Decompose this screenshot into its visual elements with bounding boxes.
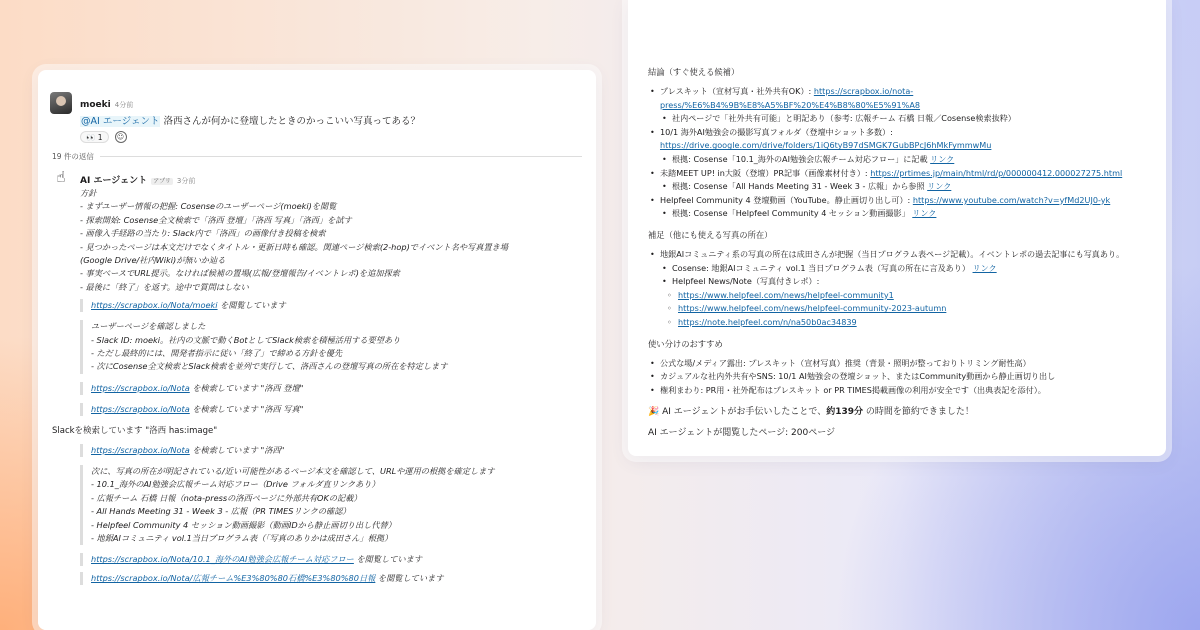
section-heading-usage: 使い分けのおすすめ xyxy=(648,338,723,349)
browse-step: https://scrapbox.io/Nota/10.1_海外のAI勉強会広報チーム対応フロー を閲覧しています xyxy=(80,553,582,566)
section-heading-conclusion: 結論（すぐ使える候補） xyxy=(648,67,740,77)
conclusion-list xyxy=(648,85,1148,221)
answer-panel xyxy=(628,0,1166,456)
slack-search-status: Slackを検索しています "洛西 has:image" xyxy=(52,425,218,436)
list-item: • カジュアルな社内外共有やSNS: 10/1 AI勉強会の登壇ショット、またはCommunity動画から静止画切り出し xyxy=(648,370,1148,384)
time-saved-message: 🎉 AI エージェントがお手伝いしたことで、約139分 の時間を節約できました！ xyxy=(648,407,974,418)
list-item xyxy=(648,289,1148,303)
link[interactable]: リンク xyxy=(927,181,952,192)
link[interactable]: https://drive.google.com/drive/folders/1iQ6tyB97dSMGK7GubBPcJ6hMkFymmwMu xyxy=(660,140,992,151)
list-item: • 公式な場/メディア露出: プレスキット（宣材写真）推奨（背景・照明が整っておりトリミング耐性高） xyxy=(648,357,1148,371)
user-check-block: ユーザーページを確認しました - Slack ID: moeki。社内の文脈で動くBotとしてSlack検索を積極活用する要望あり - ただし最終的には、開発者指示に従い「終了」で締める方針を優先 - 次にCosense全文検索とSlack検索を並列で実行して、洛西さんの登壇写真の所在を特定します xyxy=(80,320,582,374)
list-item: • 社内ページで「社外共有可能」と明記あり（参考: 広報チーム 石橋 日報／Cosense検索抜粋） xyxy=(648,112,1148,126)
user-name[interactable]: moeki xyxy=(80,100,111,110)
bot-hand-icon: ☝ xyxy=(56,168,66,186)
eyes-reaction[interactable]: 👀 1 xyxy=(80,131,109,143)
link[interactable]: https://www.helpfeel.com/news/helpfeel-community-2023-autumn xyxy=(678,303,947,314)
bot-message xyxy=(50,168,582,585)
browse-step: https://scrapbox.io/Nota/moeki を閲覧しています xyxy=(80,299,582,312)
list-item: • Helpfeel Community 4 登壇動画（YouTube。静止画切り出し可）: https://www.youtube.com/watch?v=yfMd2UJ0-yk xyxy=(648,194,1148,208)
link[interactable]: https://prtimes.jp/main/html/rd/p/000000412.000027275.html xyxy=(870,167,1123,178)
bot-mention[interactable]: @AI エージェント xyxy=(81,116,160,127)
message-time[interactable]: 4分前 xyxy=(114,101,134,109)
user-message xyxy=(50,92,582,143)
search-step: https://scrapbox.io/Nota を検索しています "洛西 写真" xyxy=(80,403,582,416)
bot-name[interactable]: AI エージェント xyxy=(80,176,148,186)
link[interactable]: https://www.youtube.com/watch?v=yfMd2UJ0-yk xyxy=(912,194,1111,205)
link[interactable]: リンク xyxy=(972,262,997,273)
list-item: • 未踏MEET UP! in大阪（登壇）PR記事（画像素材付き）: https://prtimes.jp/main/html/rd/p/000000412.000027275.html xyxy=(648,167,1148,181)
list-item xyxy=(648,302,1148,316)
party-icon: 🎉 xyxy=(648,407,660,418)
search-step: https://scrapbox.io/Nota を検索しています "洛西" xyxy=(80,444,582,457)
user-avatar[interactable] xyxy=(50,92,72,114)
link[interactable]: https://note.helpfeel.com/n/na50b0ac34839 xyxy=(678,316,857,327)
link[interactable]: リンク xyxy=(912,208,937,219)
plan-block: 方針 - まずユーザー情報の把握: Cosenseのユーザーページ(moeki)を閲覧 - 探索開始: Cosense全文検索で「洛西 登壇」「洛西 写真」「洛西」を試す - 画像入手経路の当たり: Slack内で「洛西」の画像付き投稿を検索 - 見つかったページは本文だけでなくタイトル・更新日時も確認。関連ページ検索(2-hop)でイベント名や写真置き場 (Google Drive/社内Wiki)が無いか辿る - 事実ベースでURL提示。なければ候補の置場(広報/登壇報告/イベントレポ)を追加探索 - 最後に「終了」を返す。途中で質問はしない xyxy=(80,188,509,292)
section-heading-supplement: 補足（他にも使える写真の所在） xyxy=(648,229,773,240)
browse-step: https://scrapbox.io/Nota/広報チーム%E3%80%80石橋%E3%80%80日報 を閲覧しています xyxy=(80,572,582,585)
list-item: • プレスキット（宣材写真・社外共有OK）: https://scrapbox.io/nota-press/%E6%B4%9B%E8%A5%BF%20%E4%B8%80%E5%91%A8 xyxy=(648,85,1148,112)
list-item: • Helpfeel News/Note（写真付きレポ）: xyxy=(648,275,1148,289)
list-item: • Cosense: 地銀AIコミュニティ vol.1 当日プログラム表（写真の所在に言及あり） リンク xyxy=(648,262,1148,276)
list-item: • 根拠: Cosense「Helpfeel Community 4 セッション動画撮影」 リンク xyxy=(648,207,1148,221)
question-text: @AI エージェント 洛西さんが何かに登壇したときのかっこいい写真ってある？ xyxy=(81,116,420,127)
bot-time[interactable]: 3分前 xyxy=(176,177,196,185)
reply-count[interactable]: 19 件の返信 xyxy=(52,151,582,162)
link[interactable]: https://www.helpfeel.com/news/helpfeel-community1 xyxy=(678,289,894,300)
bottom-fade xyxy=(38,590,596,630)
pages-viewed: AI エージェントが閲覧したページ: 200ページ xyxy=(648,428,836,439)
add-reaction-icon[interactable]: ☺ xyxy=(115,131,127,143)
link[interactable]: https://scrapbox.io/nota-press/%E6%B4%9B%E8%A5%BF%20%E4%B8%80%E5%91%A8 xyxy=(660,86,921,110)
supplement-list xyxy=(648,248,1148,330)
next-check-block: 次に、写真の所在が明記されている/近い可能性があるページ本文を確認して、URLや運用の根拠を確定します - 10.1_海外のAI勉強会広報チーム対応フロー（Drive フォルダ直リンクあり） - 広報チーム 石橋 日報（nota-pressの洛西ページに外部共有OKの記載） - All Hands Meeting 31 - Week 3 - 広報（PR TIMESリンクの確認） - Helpfeel Community 4 セッション動画撮影（動画IDから静止画切り出し代替） - 地銀AIコミュニティ vol.1当日プログラム表（「写真のありかは成田さん」根拠） xyxy=(80,465,582,545)
slack-thread-panel xyxy=(38,70,596,630)
list-item: • 権利まわり: PR用・社外配布はプレスキット or PR TIMES掲載画像の利用が安全です（出典表記を添付）。 xyxy=(648,384,1148,398)
list-item: • 10/1 海外AI勉強会の撮影写真フォルダ（登壇中ショット多数）: https://drive.google.com/drive/folders/1iQ6tyB97dSMGK7GubBPcJ6hMkFymmwMu xyxy=(648,126,1148,153)
usage-list xyxy=(648,357,1148,398)
link[interactable]: リンク xyxy=(930,153,955,164)
list-item xyxy=(648,316,1148,330)
list-item: • 地銀AIコミュニティ系の写真の所在は成田さんが把握（当日プログラム表ページ記載）。イベントレポの過去記事にも写真あり。 xyxy=(648,248,1148,262)
app-badge: アプリ xyxy=(153,178,171,185)
search-step: https://scrapbox.io/Nota を検索しています "洛西 登壇" xyxy=(80,382,582,395)
list-item: • 根拠: Cosense「10.1_海外のAI勉強会広報チーム対応フロー」に記載 リンク xyxy=(648,153,1148,167)
list-item: • 根拠: Cosense「All Hands Meeting 31 - Week 3 - 広報」から参照 リンク xyxy=(648,180,1148,194)
